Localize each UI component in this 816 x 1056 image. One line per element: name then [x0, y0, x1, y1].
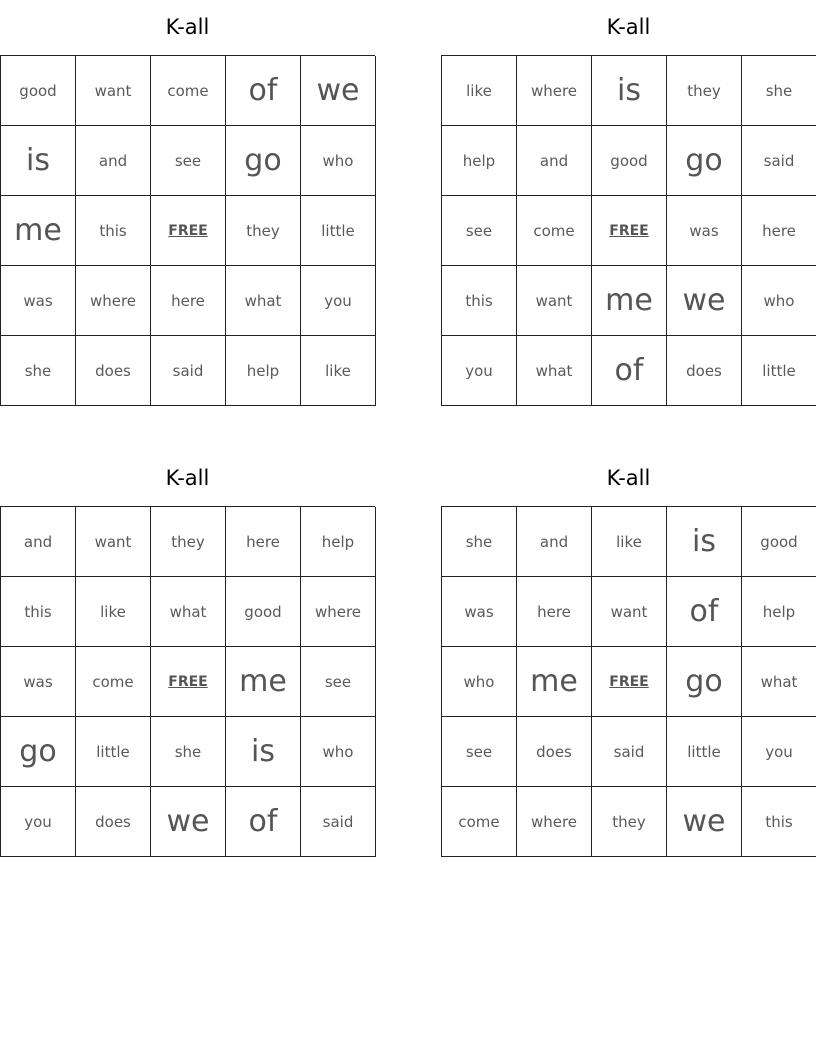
- bingo-card-3: [0, 451, 375, 857]
- bingo-cell: who: [742, 266, 816, 336]
- bingo-cell: like: [76, 577, 151, 647]
- bingo-cell: good: [1, 56, 76, 126]
- bingo-cell: come: [517, 196, 592, 266]
- bingo-cell: help: [742, 577, 816, 647]
- bingo-cell: who: [301, 126, 376, 196]
- bingo-cell: like: [592, 507, 667, 577]
- bingo-cell: come: [442, 787, 517, 857]
- bingo-cell: good: [226, 577, 301, 647]
- bingo-cell: we: [667, 266, 742, 336]
- bingo-cell: she: [742, 56, 816, 126]
- free-space-cell: FREE: [592, 196, 667, 266]
- bingo-cell: like: [301, 336, 376, 406]
- bingo-cell: you: [442, 336, 517, 406]
- bingo-cell: here: [517, 577, 592, 647]
- bingo-cell: we: [301, 56, 376, 126]
- bingo-cell: here: [151, 266, 226, 336]
- free-space-cell: FREE: [151, 196, 226, 266]
- bingo-cell: said: [592, 717, 667, 787]
- bingo-cell: who: [442, 647, 517, 717]
- bingo-cell: good: [742, 507, 816, 577]
- bingo-cell: they: [592, 787, 667, 857]
- bingo-cell: she: [151, 717, 226, 787]
- bingo-cell: me: [226, 647, 301, 717]
- bingo-cell: where: [76, 266, 151, 336]
- bingo-cell: does: [517, 717, 592, 787]
- bingo-grid: [441, 506, 816, 857]
- bingo-cell: is: [1, 126, 76, 196]
- bingo-cell: is: [667, 507, 742, 577]
- bingo-cell: and: [1, 507, 76, 577]
- bingo-grid: [0, 55, 375, 406]
- bingo-cell: come: [151, 56, 226, 126]
- bingo-cell: what: [517, 336, 592, 406]
- bingo-cell: you: [1, 787, 76, 857]
- bingo-cell: see: [151, 126, 226, 196]
- bingo-cell: little: [76, 717, 151, 787]
- bingo-cell: this: [1, 577, 76, 647]
- bingo-cell: this: [742, 787, 816, 857]
- bingo-cell: of: [226, 787, 301, 857]
- bingo-cell: you: [301, 266, 376, 336]
- bingo-cell: we: [151, 787, 226, 857]
- bingo-cell: good: [592, 126, 667, 196]
- bingo-cell: want: [517, 266, 592, 336]
- bingo-cell: what: [226, 266, 301, 336]
- bingo-grid: [441, 55, 816, 406]
- bingo-cell: want: [592, 577, 667, 647]
- bingo-cell: of: [226, 56, 301, 126]
- bingo-cell: and: [517, 126, 592, 196]
- bingo-cell: she: [442, 507, 517, 577]
- bingo-cell: was: [1, 266, 76, 336]
- bingo-cell: help: [226, 336, 301, 406]
- bingo-cell: and: [76, 126, 151, 196]
- bingo-cell: see: [442, 196, 517, 266]
- bingo-cell: does: [76, 787, 151, 857]
- card-title: K-all: [165, 15, 210, 39]
- bingo-cell: me: [592, 266, 667, 336]
- bingo-cell: where: [517, 787, 592, 857]
- bingo-cell: want: [76, 507, 151, 577]
- card-title: K-all: [606, 15, 651, 39]
- bingo-cell: little: [301, 196, 376, 266]
- bingo-cell: we: [667, 787, 742, 857]
- bingo-cell: help: [301, 507, 376, 577]
- bingo-cell: go: [1, 717, 76, 787]
- bingo-cell: go: [226, 126, 301, 196]
- bingo-cell: was: [667, 196, 742, 266]
- bingo-cell: where: [517, 56, 592, 126]
- bingo-cell: said: [151, 336, 226, 406]
- bingo-cell: who: [301, 717, 376, 787]
- bingo-cell: they: [226, 196, 301, 266]
- bingo-cell: here: [226, 507, 301, 577]
- bingo-cell: little: [667, 717, 742, 787]
- card-title: K-all: [165, 466, 210, 490]
- bingo-cell: they: [667, 56, 742, 126]
- bingo-cell: me: [1, 196, 76, 266]
- bingo-cell: was: [442, 577, 517, 647]
- bingo-cell: of: [667, 577, 742, 647]
- bingo-cell: said: [301, 787, 376, 857]
- free-space-cell: FREE: [592, 647, 667, 717]
- bingo-card-4: [441, 451, 816, 857]
- card-title: K-all: [606, 466, 651, 490]
- bingo-cell: little: [742, 336, 816, 406]
- bingo-cell: what: [742, 647, 816, 717]
- free-space-cell: FREE: [151, 647, 226, 717]
- bingo-cell: you: [742, 717, 816, 787]
- bingo-cell: where: [301, 577, 376, 647]
- bingo-cell: want: [76, 56, 151, 126]
- bingo-grid: [0, 506, 375, 857]
- bingo-cell: come: [76, 647, 151, 717]
- bingo-cell: they: [151, 507, 226, 577]
- bingo-card-1: [0, 0, 375, 406]
- bingo-cell: was: [1, 647, 76, 717]
- bingo-cell: does: [76, 336, 151, 406]
- bingo-cell: me: [517, 647, 592, 717]
- bingo-cell: go: [667, 126, 742, 196]
- bingo-cell: of: [592, 336, 667, 406]
- bingo-cell: what: [151, 577, 226, 647]
- bingo-cell: this: [76, 196, 151, 266]
- bingo-card-2: [441, 0, 816, 406]
- bingo-cell: see: [301, 647, 376, 717]
- bingo-cell: and: [517, 507, 592, 577]
- bingo-cell: said: [742, 126, 816, 196]
- bingo-cell: does: [667, 336, 742, 406]
- bingo-cell: here: [742, 196, 816, 266]
- bingo-cell: she: [1, 336, 76, 406]
- bingo-cell: is: [226, 717, 301, 787]
- bingo-cell: see: [442, 717, 517, 787]
- bingo-cell: like: [442, 56, 517, 126]
- bingo-cell: this: [442, 266, 517, 336]
- bingo-cell: go: [667, 647, 742, 717]
- bingo-cell: is: [592, 56, 667, 126]
- bingo-cell: help: [442, 126, 517, 196]
